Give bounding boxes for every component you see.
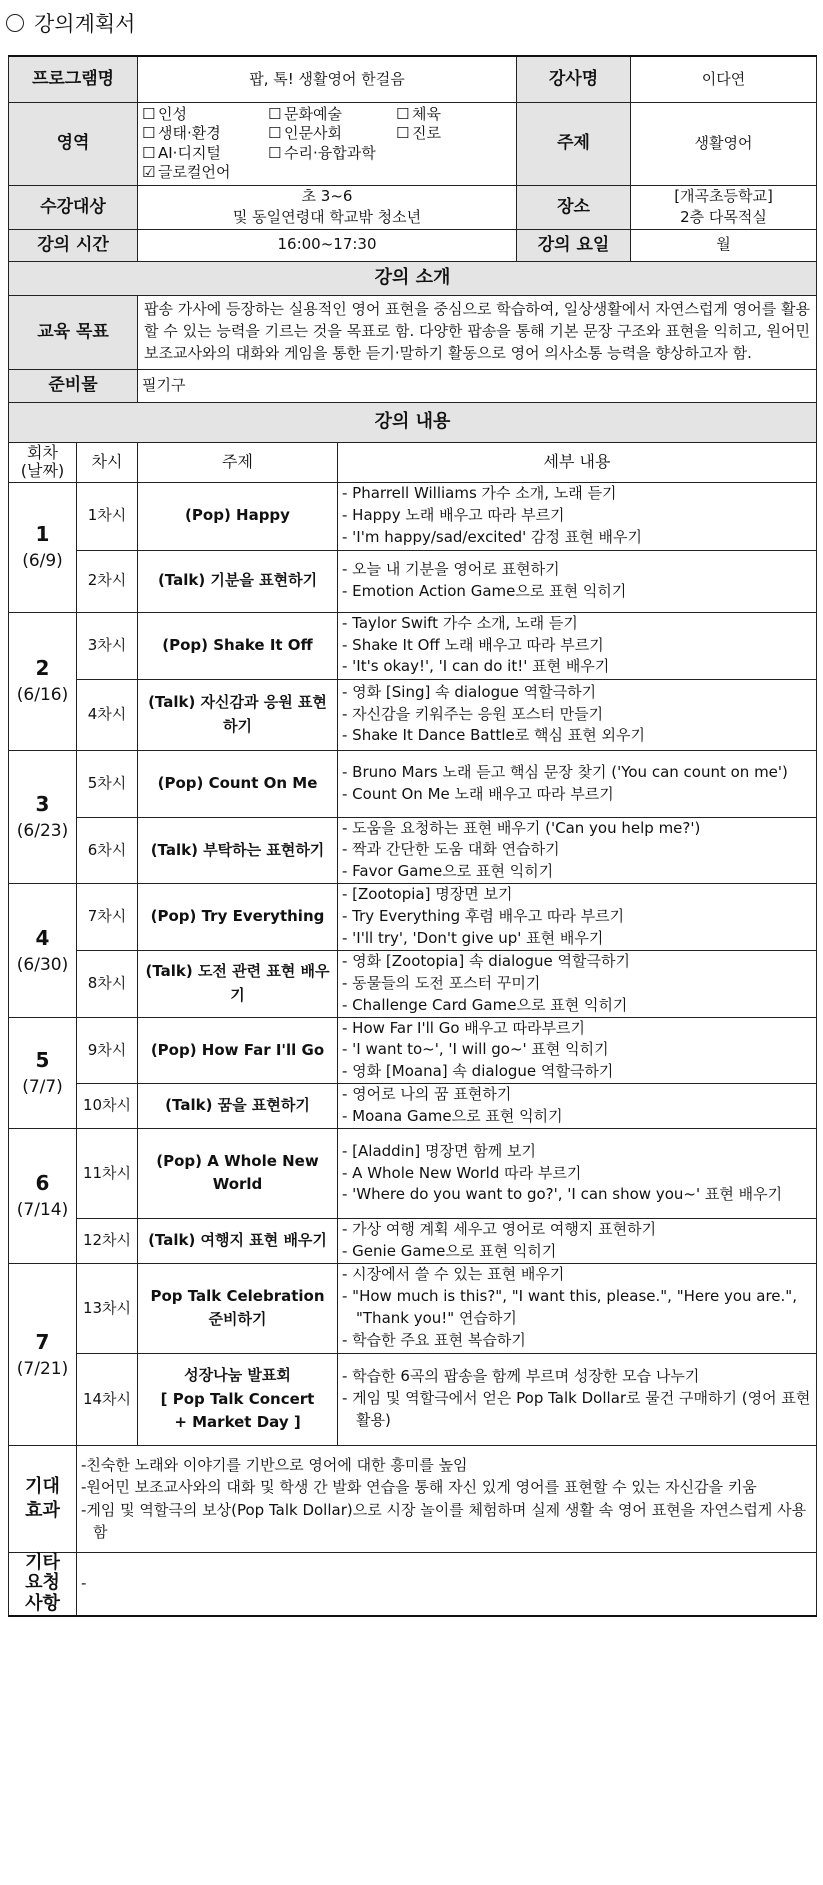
intro-section-header: 강의 소개 [9, 261, 817, 295]
lesson-details [338, 817, 817, 884]
lesson-details [338, 1353, 817, 1445]
instructor-name: 이다연 [631, 56, 817, 102]
col-period-header: 차시 [77, 442, 138, 482]
lesson-period: 1차시 [77, 482, 138, 550]
lesson-detail-item: - Pharrell Williams 가수 소개, 노래 듣기 [342, 484, 617, 503]
lesson-period: 9차시 [77, 1017, 138, 1084]
lesson-detail-item: - 영화 [Sing] 속 dialogue 역할극하기 [342, 682, 597, 701]
lesson-topic: (Pop) Shake It Off [138, 612, 338, 679]
lesson-topic: (Talk) 부탁하는 표현하기 [138, 817, 338, 884]
lesson-detail-item: - Genie Game으로 표현 익히기 [342, 1241, 557, 1260]
goal-text: 팝송 가사에 등장하는 실용적인 영어 표현을 중심으로 학습하여, 일상생활에서 자연스럽게 영어를 활용할 수 있는 능력을 기르는 것을 목표로 함. 다양한 팝송을 통해 기본 문장 구조와 표현을 익히고, 원어민 보조교사와의 대화와 게임을 통한 듣기·말하기 활동으로 영어 의사소통 능력을 향상하고자 함. [138, 295, 817, 369]
subject-value: 생활영어 [631, 102, 817, 185]
session-number: 5 (7/7) [9, 1017, 77, 1128]
circle-bullet-icon [6, 14, 24, 32]
session-number: 2 (6/16) [9, 612, 77, 750]
lesson-detail-item: - 영어로 나의 꿈 표현하기 [342, 1085, 512, 1104]
lesson-detail-item: - Happy 노래 배우고 따라 부르기 [342, 506, 565, 525]
label-effects: 기대 효과 [9, 1445, 77, 1552]
effect-item: -게임 및 역할극의 보상(Pop Talk Dollar)으로 시장 놀이를 체험하며 실제 생활 속 영어 표현을 자연스럽게 사용함 [81, 1500, 807, 1542]
session-number: 6 (7/14) [9, 1128, 77, 1263]
lesson-details [338, 550, 817, 612]
session-number: 1 (6/9) [9, 482, 77, 612]
lesson-detail-item: - Moana Game으로 표현 익히기 [342, 1107, 563, 1126]
label-time: 강의 시간 [9, 229, 138, 261]
area-checklist [138, 102, 517, 185]
lesson-detail-item: - 'I'll try', 'Don't give up' 표현 배우기 [342, 928, 604, 947]
lesson-detail-item: - A Whole New World 따라 부르기 [342, 1163, 582, 1182]
area-option-checked: ☑ 글로컬언어 [142, 163, 231, 181]
lesson-topic: (Pop) Happy [138, 482, 338, 550]
lesson-period: 12차시 [77, 1218, 138, 1263]
lesson-detail-item: - Shake It Off 노래 배우고 따라 부르기 [342, 635, 604, 654]
checkbox-icon: ☐ [142, 124, 156, 142]
checkbox-icon: ☐ [268, 143, 282, 162]
lesson-detail-item: - Emotion Action Game으로 표현 익히기 [342, 582, 627, 600]
effect-item: -원어민 보조교사와의 대화 및 학생 간 발화 연습을 통해 자신 있게 영어를 표현할 수 있는 자신감을 키움 [81, 1478, 757, 1497]
effects-list [77, 1445, 817, 1552]
lesson-detail-item: - 동물들의 도전 포스터 꾸미기 [342, 973, 541, 992]
area-option: ☐ 체육 [396, 104, 441, 123]
lesson-period: 8차시 [77, 950, 138, 1017]
lesson-detail-item: - 짝과 간단한 도움 대화 연습하기 [342, 840, 560, 859]
area-option: ☐ 생태·환경 [142, 124, 221, 142]
label-goal: 교육 목표 [9, 295, 138, 369]
session-number: 4 (6/30) [9, 884, 77, 1017]
other-value: - [77, 1552, 817, 1616]
col-detail-header: 세부 내용 [338, 442, 817, 482]
lesson-details [338, 612, 817, 679]
checkbox-icon: ☐ [396, 124, 410, 142]
location-value: [개곡초등학교] 2층 다목적실 [631, 185, 817, 229]
lesson-period: 13차시 [77, 1263, 138, 1353]
lesson-topic: (Talk) 기분을 표현하기 [138, 550, 338, 612]
lesson-detail-item: - Favor Game으로 표현 익히기 [342, 862, 554, 881]
lesson-detail-item: - 게임 및 역할극에서 얻은 Pop Talk Dollar로 물건 구매하기 (영어 표현 활용) [342, 1389, 811, 1430]
lesson-detail-item: - 영화 [Moana] 속 dialogue 역할극하기 [342, 1062, 614, 1081]
lesson-topic: (Talk) 도전 관련 표현 배우기 [138, 950, 338, 1017]
lesson-details [338, 1263, 817, 1353]
label-program-name: 프로그램명 [9, 56, 138, 102]
time-value: 16:00~17:30 [138, 229, 517, 261]
lesson-topic: (Pop) Try Everything [138, 884, 338, 951]
lesson-topic: 성장나눔 발표회 [ Pop Talk Concert + Market Day ] [138, 1353, 338, 1445]
lesson-details [338, 884, 817, 951]
label-day: 강의 요일 [517, 229, 631, 261]
program-name: 팝, 톡! 생활영어 한걸음 [138, 56, 517, 102]
lesson-period: 2차시 [77, 550, 138, 612]
day-value: 월 [631, 229, 817, 261]
lesson-detail-item: - Challenge Card Game으로 표현 익히기 [342, 995, 628, 1014]
audience-value: 초 3~6 및 동일연령대 학교밖 청소년 [138, 185, 517, 229]
lesson-detail-item: - 'I'm happy/sad/excited' 감정 표현 배우기 [342, 527, 642, 546]
checkbox-icon: ☐ [142, 104, 156, 123]
lesson-topic: (Pop) How Far I'll Go [138, 1017, 338, 1084]
lesson-period: 3차시 [77, 612, 138, 679]
col-session-header: 회차 (날짜) [9, 442, 77, 482]
area-option: ☐ 인문사회 [268, 124, 342, 142]
session-number: 3 (6/23) [9, 750, 77, 884]
lesson-topic: (Talk) 여행지 표현 배우기 [138, 1218, 338, 1263]
lesson-detail-item: - Bruno Mars 노래 듣고 핵심 문장 찾기 ('You can count on me') [342, 762, 788, 781]
checkbox-checked-icon: ☑ [142, 163, 156, 181]
lesson-details [338, 1218, 817, 1263]
lesson-detail-item: - Taylor Swift 가수 소개, 노래 듣기 [342, 613, 578, 632]
lesson-details [338, 1084, 817, 1129]
label-area: 영역 [9, 102, 138, 185]
col-topic-header: 주제 [138, 442, 338, 482]
label-materials: 준비물 [9, 369, 138, 402]
lesson-detail-item: - [Zootopia] 명장면 보기 [342, 885, 513, 904]
lesson-detail-item: - 자신감을 키워주는 응원 포스터 만들기 [342, 704, 604, 723]
lesson-detail-item: - "How much is this?", "I want this, please.", "Here you are.", "Thank you!" 연습하기 [342, 1287, 797, 1328]
label-subject: 주제 [517, 102, 631, 185]
lesson-details [338, 679, 817, 750]
checkbox-icon: ☐ [268, 124, 282, 142]
content-section-header: 강의 내용 [9, 402, 817, 442]
lesson-detail-item: - 오늘 내 기분을 영어로 표현하기 [342, 560, 560, 579]
lesson-details [338, 950, 817, 1017]
lesson-topic: (Pop) A Whole New World [138, 1128, 338, 1218]
lesson-details [338, 1017, 817, 1084]
materials-value: 필기구 [138, 369, 817, 402]
lesson-period: 11차시 [77, 1128, 138, 1218]
label-location: 장소 [517, 185, 631, 229]
lesson-detail-item: - 영화 [Zootopia] 속 dialogue 역할극하기 [342, 951, 630, 970]
effect-item: -친숙한 노래와 이야기를 기반으로 영어에 대한 흥미를 높임 [81, 1455, 468, 1474]
lesson-detail-item: - 'Where do you want to go?', 'I can show you~' 표현 배우기 [342, 1185, 783, 1204]
lesson-period: 6차시 [77, 817, 138, 884]
checkbox-icon: ☐ [396, 104, 410, 123]
lesson-period: 7차시 [77, 884, 138, 951]
lesson-period: 5차시 [77, 750, 138, 817]
area-option: ☐ 인성 [142, 104, 187, 123]
lesson-details [338, 750, 817, 817]
lesson-details [338, 482, 817, 550]
session-number: 7 (7/21) [9, 1263, 77, 1445]
lesson-details [338, 1128, 817, 1218]
lesson-detail-item: - 학습한 6곡의 팝송을 함께 부르며 성장한 모습 나누기 [342, 1367, 700, 1386]
area-option: ☐ 진로 [396, 124, 441, 142]
label-instructor: 강사명 [517, 56, 631, 102]
lesson-detail-item: - [Aladdin] 명장면 함께 보기 [342, 1141, 536, 1160]
lesson-period: 10차시 [77, 1084, 138, 1129]
lesson-detail-item: - 학습한 주요 표현 복습하기 [342, 1331, 526, 1350]
lesson-detail-item: - 'It's okay!', 'I can do it!' 표현 배우기 [342, 657, 610, 676]
lesson-detail-item: - How Far I'll Go 배우고 따라부르기 [342, 1018, 585, 1037]
label-audience: 수강대상 [9, 185, 138, 229]
checkbox-icon: ☐ [142, 143, 156, 162]
checkbox-icon: ☐ [268, 104, 282, 123]
lesson-detail-item: - Shake It Dance Battle로 핵심 표현 외우기 [342, 726, 645, 745]
lesson-topic: Pop Talk Celebration 준비하기 [138, 1263, 338, 1353]
lesson-detail-item: - 'I want to~', 'I will go~' 표현 익히기 [342, 1040, 609, 1059]
lesson-detail-item: - 가상 여행 계획 세우고 영어로 여행지 표현하기 [342, 1219, 657, 1238]
area-option: ☐ 문화예술 [268, 104, 342, 123]
syllabus-table [8, 55, 817, 1617]
lesson-topic: (Pop) Count On Me [138, 750, 338, 817]
lesson-detail-item: - Count On Me 노래 배우고 따라 부르기 [342, 784, 614, 803]
area-option: ☐ 수리·융합과학 [268, 143, 376, 162]
lesson-detail-item: - 도움을 요청하는 표현 배우기 ('Can you help me?') [342, 818, 701, 837]
page-title-wrap [6, 8, 135, 38]
label-other: 기타 요청 사항 [9, 1552, 77, 1616]
lesson-topic: (Talk) 꿈을 표현하기 [138, 1084, 338, 1129]
lesson-period: 4차시 [77, 679, 138, 750]
lesson-period: 14차시 [77, 1353, 138, 1445]
area-option: ☐ AI·디지털 [142, 143, 221, 162]
lesson-detail-item: - 시장에서 쓸 수 있는 표현 배우기 [342, 1265, 565, 1284]
page-title: 강의계획서 [34, 12, 136, 36]
lesson-topic: (Talk) 자신감과 응원 표현하기 [138, 679, 338, 750]
lesson-detail-item: - Try Everything 후렴 배우고 따라 부르기 [342, 907, 625, 926]
